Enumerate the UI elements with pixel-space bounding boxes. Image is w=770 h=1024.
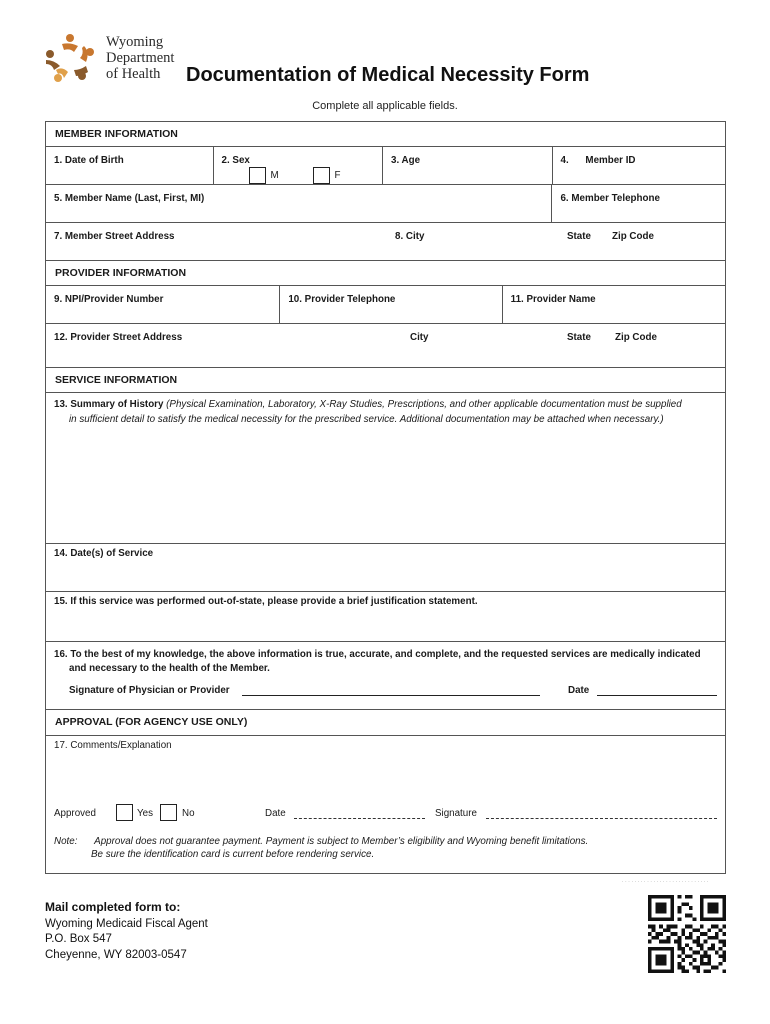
physician-signature-label: Signature of Physician or Provider	[69, 685, 230, 696]
provider-name-field[interactable]	[502, 286, 725, 323]
member-zip-label: Zip Code	[612, 231, 654, 242]
npi-field[interactable]	[46, 286, 279, 323]
provider-section-heading: PROVIDER INFORMATION	[46, 261, 725, 286]
npi-label: 9. NPI/Provider Number	[54, 294, 164, 305]
member-address-row[interactable]	[46, 223, 725, 260]
physician-signature-line[interactable]	[242, 695, 540, 696]
provider-name-label: 11. Provider Name	[510, 294, 596, 305]
approval-signature-label: Signature	[435, 808, 477, 819]
age-label: 3. Age	[391, 155, 421, 166]
logo-line: Department	[106, 50, 175, 66]
logo-line: Wyoming	[106, 34, 164, 50]
logo-figures-icon	[40, 30, 102, 88]
approved-no-label: No	[182, 808, 195, 819]
attestation-block	[46, 642, 725, 709]
wyoming-health-logo	[40, 30, 180, 90]
approval-signature-line[interactable]	[486, 818, 717, 819]
attestation-text-cont: and necessary to the health of the Member.	[69, 663, 270, 674]
note-text-cont: Be sure the identification card is current before rendering service.	[91, 849, 375, 860]
history-field[interactable]	[46, 393, 725, 543]
member-telephone-field[interactable]	[551, 185, 725, 222]
service-section-heading: SERVICE INFORMATION	[46, 368, 725, 393]
sex-field	[213, 147, 383, 184]
history-label: 13. Summary of History	[54, 399, 164, 410]
member-id-number: 4.	[560, 155, 569, 166]
member-section-heading: MEMBER INFORMATION	[46, 122, 725, 147]
history-note: (Physical Examination, Laboratory, X-Ray Studies, Prescriptions, and other applicable documentation must be supplied	[166, 399, 682, 410]
signature-date-label: Date	[568, 685, 590, 696]
provider-street-label: 12. Provider Street Address	[54, 332, 183, 343]
comments-label: 17. Comments/Explanation	[54, 740, 172, 751]
age-field[interactable]	[382, 147, 552, 184]
mail-line: Wyoming Medicaid Fiscal Agent	[45, 917, 208, 930]
approved-no-checkbox[interactable]	[160, 804, 177, 821]
form-code-text: · · · · · · · · · · · · · · · · · · · · · · · · · · · ·	[622, 879, 709, 884]
provider-state-label: State	[567, 332, 591, 343]
member-street-label: 7. Member Street Address	[54, 231, 175, 242]
note-label: Note:	[54, 836, 78, 847]
sex-female-checkbox[interactable]	[313, 167, 330, 184]
member-telephone-label: 6. Member Telephone	[560, 193, 660, 204]
mailing-address	[45, 900, 208, 963]
approved-yes-label: Yes	[137, 808, 153, 819]
approved-label: Approved	[54, 808, 96, 819]
member-id-field[interactable]	[552, 147, 725, 184]
dob-label: 1. Date of Birth	[54, 155, 124, 166]
provider-address-row[interactable]	[46, 324, 725, 367]
provider-city-label: City	[410, 332, 429, 343]
member-name-label: 5. Member Name (Last, First, MI)	[54, 193, 205, 204]
medical-necessity-form	[45, 121, 726, 874]
approval-block	[46, 736, 725, 873]
note-text: Approval does not guarantee payment. Payment is subject to Member’s eligibility and Wyoming benefit limitations.	[94, 836, 589, 847]
out-of-state-label: 15. If this service was performed out-of-state, please provide a brief justification statement.	[54, 596, 478, 607]
provider-telephone-field[interactable]	[279, 286, 501, 323]
date-of-birth-field[interactable]	[46, 147, 213, 184]
member-city-label: 8. City	[395, 231, 425, 242]
sex-label: 2. Sex	[221, 155, 250, 166]
approved-yes-checkbox[interactable]	[116, 804, 133, 821]
qr-code-icon	[648, 895, 726, 973]
sex-female-label: F	[334, 170, 341, 181]
provider-zip-label: Zip Code	[615, 332, 657, 343]
mail-heading: Mail completed form to:	[45, 900, 181, 914]
mail-line: Cheyenne, WY 82003-0547	[45, 948, 187, 961]
history-note-cont: in sufficient detail to satisfy the medical necessity for the prescribed service. Additional documentation may be attached when necessary.)	[69, 414, 664, 425]
member-state-label: State	[567, 231, 591, 242]
out-of-state-field[interactable]	[46, 592, 725, 641]
attestation-text: 16. To the best of my knowledge, the above information is true, accurate, and complete, and the requested services are medically indicated	[54, 649, 701, 660]
sex-male-checkbox[interactable]	[249, 167, 266, 184]
sex-male-label: M	[270, 170, 279, 181]
member-name-field[interactable]	[46, 185, 551, 222]
page-subtitle: Complete all applicable fields.	[312, 100, 458, 112]
provider-telephone-label: 10. Provider Telephone	[288, 294, 396, 305]
member-id-label: Member ID	[585, 155, 636, 166]
approval-note	[54, 835, 588, 861]
dates-of-service-field[interactable]	[46, 544, 725, 591]
approval-date-label: Date	[265, 808, 286, 819]
page-title: Documentation of Medical Necessity Form	[186, 64, 590, 86]
signature-date-line[interactable]	[597, 695, 717, 696]
approval-section-heading: APPROVAL (FOR AGENCY USE ONLY)	[46, 710, 725, 736]
dates-of-service-label: 14. Date(s) of Service	[54, 548, 154, 559]
mail-line: P.O. Box 547	[45, 933, 112, 945]
approval-date-line[interactable]	[294, 818, 425, 819]
logo-line: of Health	[106, 66, 161, 82]
